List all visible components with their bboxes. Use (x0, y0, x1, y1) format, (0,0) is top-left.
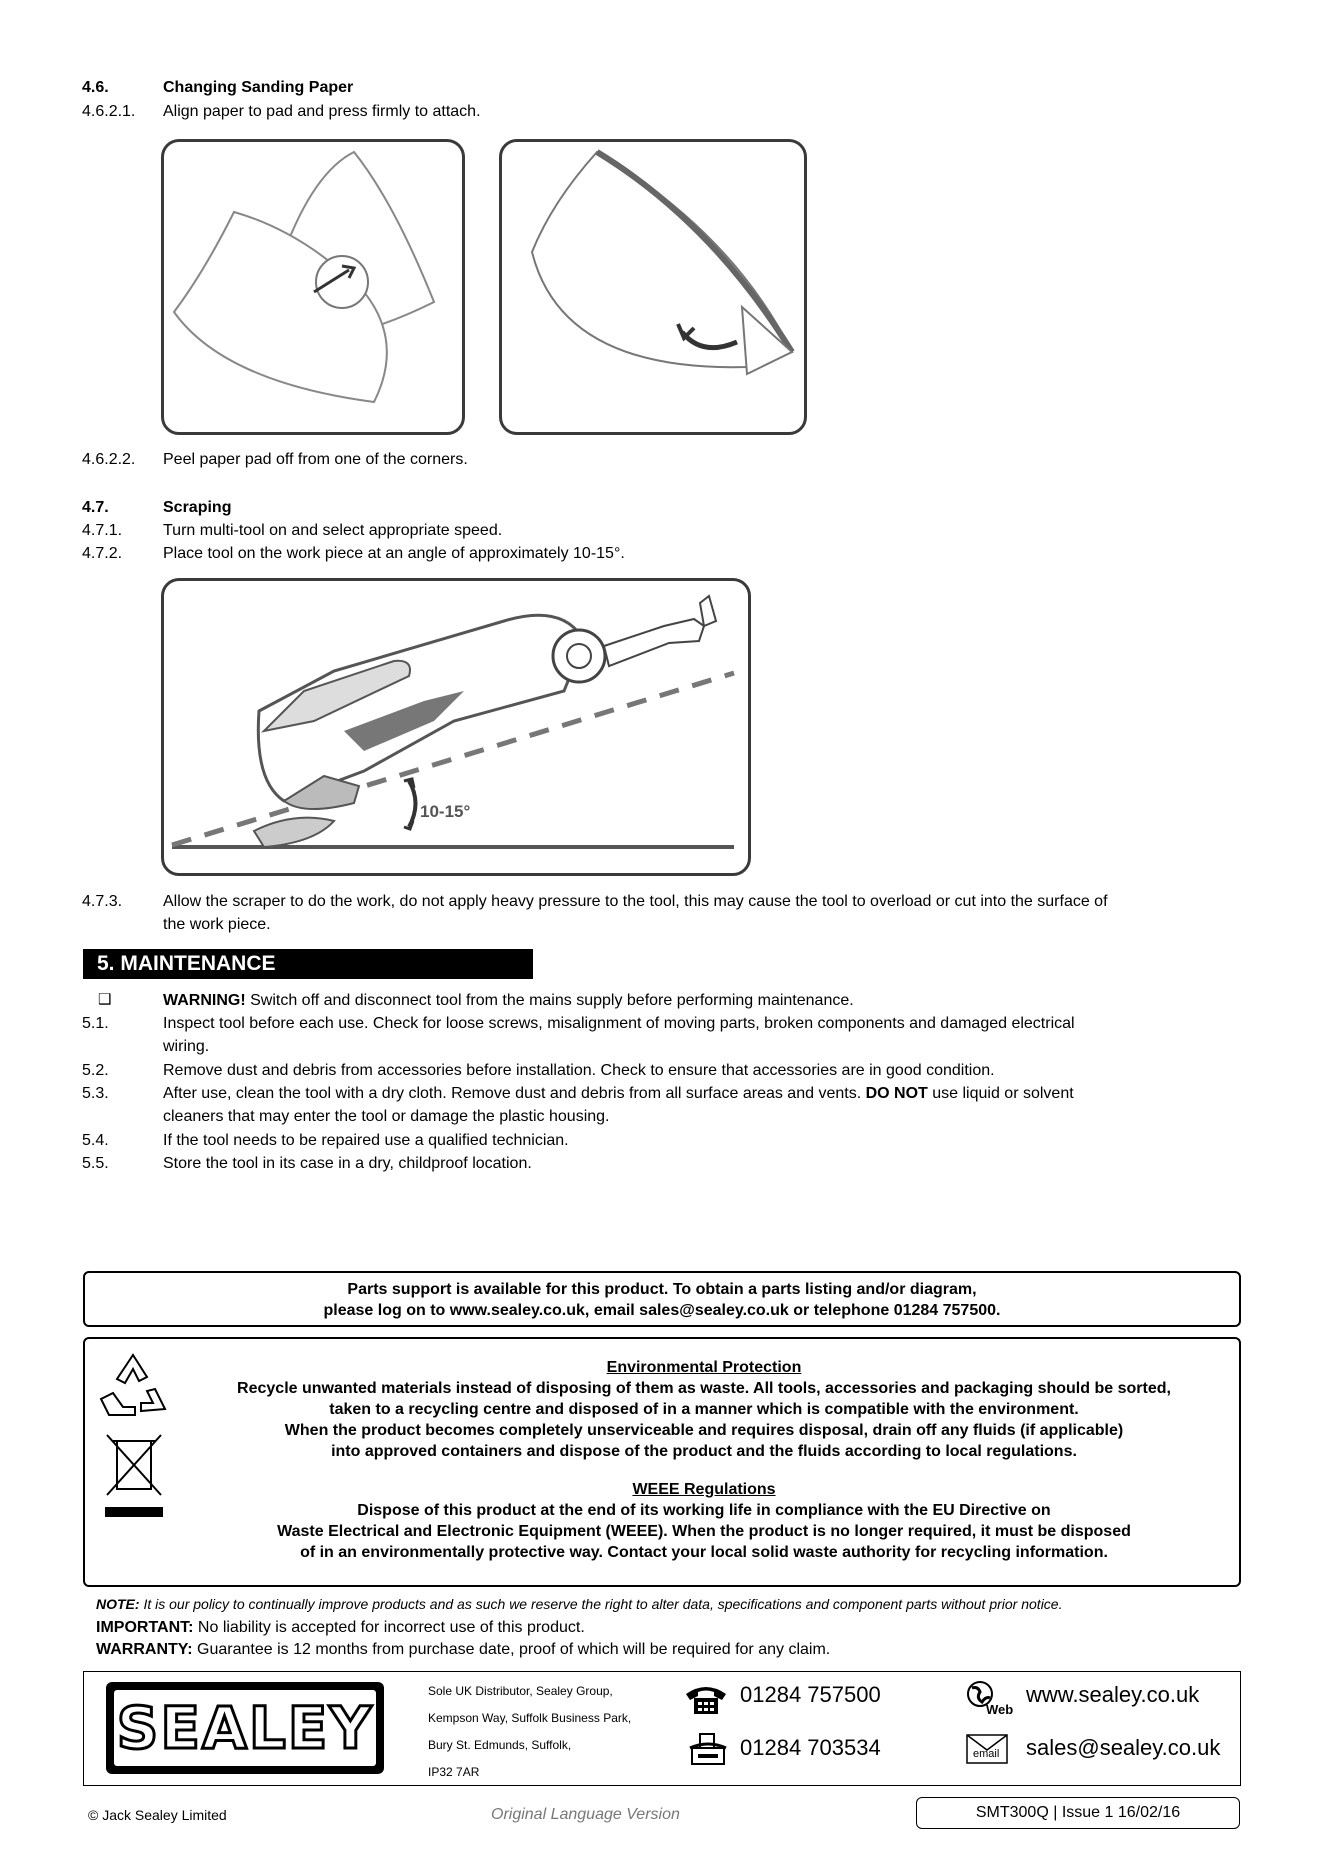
sanding-pad-illustration (164, 142, 462, 432)
weee-bin-icon (101, 1431, 167, 1526)
step-number: 5.2. (82, 1062, 109, 1079)
step-text: Peel paper pad off from one of the corners. (163, 451, 468, 468)
step-text-emphasis: DO NOT (865, 1085, 928, 1102)
step-text: If the tool needs to be repaired use a qualified technician. (163, 1132, 569, 1149)
warranty-text: Guarantee is 12 months from purchase date, proof of which will be required for any claim. (192, 1641, 831, 1658)
step-text (163, 1012, 1075, 1058)
environment-text (169, 1357, 1239, 1563)
section-title: Scraping (163, 499, 232, 516)
parts-support-box (83, 1271, 1241, 1327)
step-number: 5.1. (82, 1015, 109, 1032)
web-label: Web (986, 1702, 1014, 1717)
step-text-line: cleaners that may enter the tool or damage the plastic housing. (163, 1108, 610, 1125)
step-number: 4.7.2. (82, 545, 123, 562)
weee-line: Waste Electrical and Electronic Equipment (WEEE). When the product is no longer required, it must be disposed (277, 1523, 1131, 1540)
important-label: IMPORTANT: (96, 1619, 194, 1636)
sealey-logo (106, 1682, 384, 1774)
step-text-line: Allow the scraper to do the work, do not apply heavy pressure to the tool, this may cause the tool to overload or cut into the surface of (163, 893, 1108, 910)
step-text-line: Inspect tool before each use. Check for loose screws, misalignment of moving parts, broken components and damaged electrical (163, 1015, 1075, 1032)
email-link[interactable]: sales@sealey.co.uk (1026, 1735, 1221, 1760)
figure-peel-paper (499, 139, 807, 435)
environment-line: taken to a recycling centre and disposed of in a manner which is compatible with the environment. (329, 1401, 1079, 1418)
step-text: Place tool on the work piece at an angle of approximately 10-15°. (163, 545, 625, 562)
note-text: It is our policy to continually improve products and as such we reserve the right to alter data, specifications and component parts without prior notice. (139, 1596, 1063, 1612)
environment-box (83, 1337, 1241, 1587)
recycle-icon (95, 1349, 171, 1426)
environment-line: Recycle unwanted materials instead of disposing of them as waste. All tools, accessories and packaging should be sorted, (237, 1380, 1171, 1397)
step-text: Align paper to pad and press firmly to attach. (163, 103, 481, 120)
language-version: Original Language Version (491, 1806, 680, 1823)
environment-line: When the product becomes completely unserviceable and requires disposal, drain off any fluids (if applicable) (284, 1422, 1124, 1439)
warning-body: Switch off and disconnect tool from the mains supply before performing maintenance. (245, 992, 854, 1009)
step-number: 4.6.2.1. (82, 103, 136, 120)
multitool-illustration (164, 581, 748, 873)
address-line: Sole UK Distributor, Sealey Group, (428, 1684, 613, 1698)
important-line (96, 1619, 585, 1637)
step-text (163, 1082, 1074, 1128)
step-text-line: the work piece. (163, 916, 271, 933)
figure-scraping-angle (161, 578, 751, 876)
parts-support-line: Parts support is available for this product. To obtain a parts listing and/or diagram, (347, 1281, 977, 1298)
section-number (82, 79, 109, 97)
warranty-line (96, 1641, 830, 1659)
note-label: NOTE: (96, 1596, 140, 1612)
figure-align-paper (161, 139, 465, 435)
environment-heading: Environmental Protection (606, 1359, 802, 1376)
maintenance-heading: 5. MAINTENANCE (83, 949, 533, 979)
copyright: © Jack Sealey Limited (88, 1807, 227, 1823)
email-label: email (973, 1748, 1000, 1760)
angle-label: 10-15° (420, 802, 471, 821)
step-text: Remove dust and debris from accessories before installation. Check to ensure that accessories are in good condition. (163, 1062, 995, 1079)
step-text-part: use liquid or solvent (927, 1085, 1074, 1102)
warning-text (163, 992, 854, 1010)
section-number: 4.7. (82, 499, 109, 516)
model-issue-box (916, 1797, 1240, 1829)
step-number: 5.5. (82, 1155, 109, 1172)
phone-icon (684, 1684, 728, 1721)
website-link[interactable]: www.sealey.co.uk (1026, 1682, 1200, 1707)
section-title: Changing Sanding Paper (163, 79, 354, 96)
fax-icon (688, 1732, 728, 1773)
step-number: 5.3. (82, 1085, 109, 1102)
weee-line: Dispose of this product at the end of its working life in compliance with the EU Directive on (357, 1502, 1051, 1519)
important-text: No liability is accepted for incorrect use of this product. (193, 1619, 585, 1636)
fax-number: 01284 703534 (740, 1735, 881, 1760)
warning-bullet-icon: ❑ (98, 991, 112, 1008)
warranty-label: WARRANTY: (96, 1641, 193, 1658)
email-icon (966, 1734, 1008, 1764)
step-number: 4.7.1. (82, 522, 123, 539)
logo-wordmark: SEALEY (114, 1690, 376, 1766)
step-text-line (163, 1082, 1074, 1105)
environment-line: into approved containers and dispose of the product and the fluids according to local regulations. (331, 1443, 1077, 1460)
warning-label: WARNING! (163, 992, 246, 1009)
step-number: 4.6.2.2. (82, 451, 136, 468)
parts-support-line: please log on to www.sealey.co.uk, email sales@sealey.co.uk or telephone 01284 757500. (323, 1302, 1001, 1319)
address-line: Kempson Way, Suffolk Business Park, (428, 1711, 632, 1725)
phone-number: 01284 757500 (740, 1682, 881, 1707)
weee-heading: WEEE Regulations (632, 1481, 776, 1498)
web-icon (966, 1680, 1014, 1720)
step-text-line: wiring. (163, 1038, 210, 1055)
step-text: Turn multi-tool on and select appropriate speed. (163, 522, 503, 539)
section-number-text: 4.6. (82, 79, 109, 96)
address-line: Bury St. Edmunds, Suffolk, (428, 1738, 572, 1752)
peel-pad-illustration (502, 142, 804, 432)
model-issue: SMT300Q | Issue 1 16/02/16 (975, 1804, 1181, 1821)
weee-line: of in an environmentally protective way. Contact your local solid waste authority for recycling information. (300, 1544, 1108, 1561)
step-text-part: After use, clean the tool with a dry cloth. Remove dust and debris from all surface areas and vents. (163, 1085, 866, 1102)
contact-box (83, 1671, 1241, 1786)
distributor-address (428, 1678, 631, 1786)
note-line (96, 1596, 1062, 1612)
step-text: Store the tool in its case in a dry, childproof location. (163, 1155, 532, 1172)
step-text (163, 890, 1243, 936)
step-number: 4.7.3. (82, 893, 123, 910)
address-line: IP32 7AR (428, 1765, 480, 1779)
step-number: 5.4. (82, 1132, 109, 1149)
